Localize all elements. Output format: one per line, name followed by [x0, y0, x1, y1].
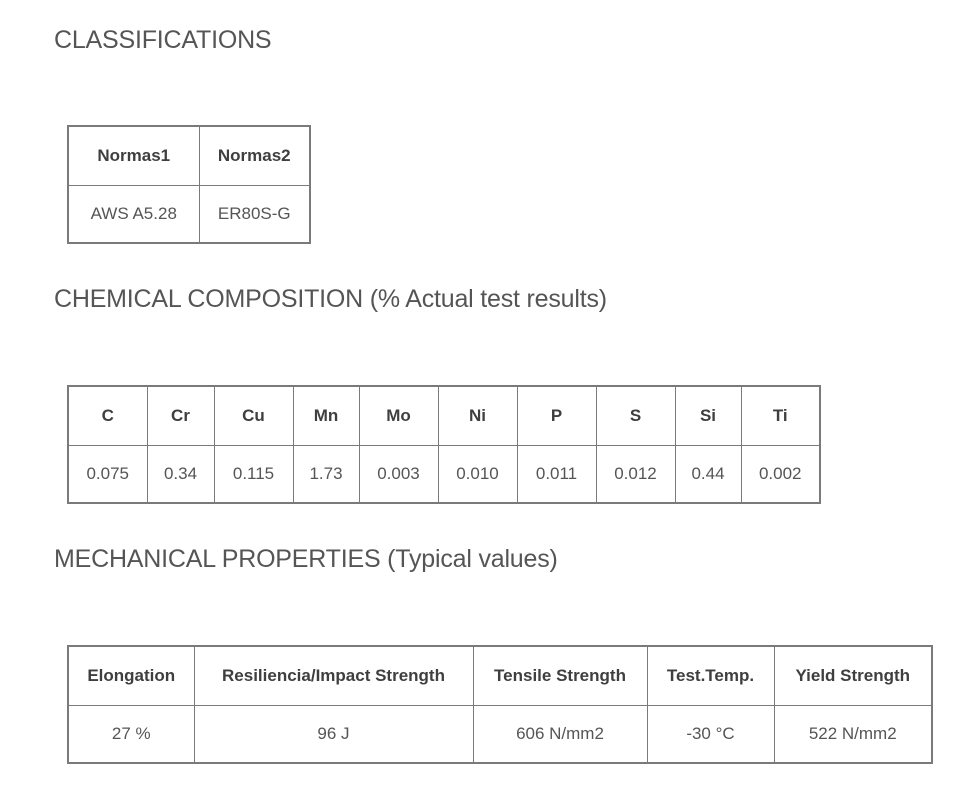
value-cell-s: 0.012: [596, 446, 675, 504]
header-tensile-strength: Tensile Strength: [473, 646, 647, 706]
element-header-ti: Ti: [741, 386, 820, 446]
value-elongation: 27 %: [68, 706, 194, 764]
value-cell-mo: 0.003: [359, 446, 438, 504]
value-cell-cr: 0.34: [147, 446, 214, 504]
value-tensile-strength: 606 N/mm2: [473, 706, 647, 764]
value-cell: AWS A5.28: [68, 186, 199, 244]
chemical-composition-table: [67, 385, 821, 504]
header-test-temp: Test.Temp.: [647, 646, 774, 706]
header-impact-strength: Resiliencia/Impact Strength: [194, 646, 473, 706]
element-header-s: S: [596, 386, 675, 446]
element-header-cu: Cu: [214, 386, 293, 446]
table-header-row: [68, 386, 820, 446]
classifications-table: [67, 125, 311, 244]
element-header-p: P: [517, 386, 596, 446]
element-header-mn: Mn: [293, 386, 359, 446]
value-test-temp: -30 °C: [647, 706, 774, 764]
header-yield-strength: Yield Strength: [774, 646, 932, 706]
value-cell-ni: 0.010: [438, 446, 517, 504]
classifications-title: CLASSIFICATIONS: [54, 26, 272, 54]
table-header-row: [68, 126, 310, 186]
value-cell-si: 0.44: [675, 446, 741, 504]
value-cell-ti: 0.002: [741, 446, 820, 504]
mechanical-properties-table: [67, 645, 933, 764]
table-row: [68, 706, 932, 764]
element-header-ni: Ni: [438, 386, 517, 446]
mechanical-properties-title: MECHANICAL PROPERTIES (Typical values): [54, 545, 558, 573]
header-cell: Normas2: [199, 126, 310, 186]
table-row: [68, 186, 310, 244]
value-cell-p: 0.011: [517, 446, 596, 504]
table-row: [68, 446, 820, 504]
element-header-mo: Mo: [359, 386, 438, 446]
header-elongation: Elongation: [68, 646, 194, 706]
value-impact-strength: 96 J: [194, 706, 473, 764]
element-header-si: Si: [675, 386, 741, 446]
element-header-c: C: [68, 386, 147, 446]
header-cell: Normas1: [68, 126, 199, 186]
value-cell-mn: 1.73: [293, 446, 359, 504]
value-cell-c: 0.075: [68, 446, 147, 504]
value-yield-strength: 522 N/mm2: [774, 706, 932, 764]
value-cell-cu: 0.115: [214, 446, 293, 504]
value-cell: ER80S-G: [199, 186, 310, 244]
chemical-composition-title: CHEMICAL COMPOSITION (% Actual test results): [54, 285, 607, 313]
table-header-row: [68, 646, 932, 706]
element-header-cr: Cr: [147, 386, 214, 446]
